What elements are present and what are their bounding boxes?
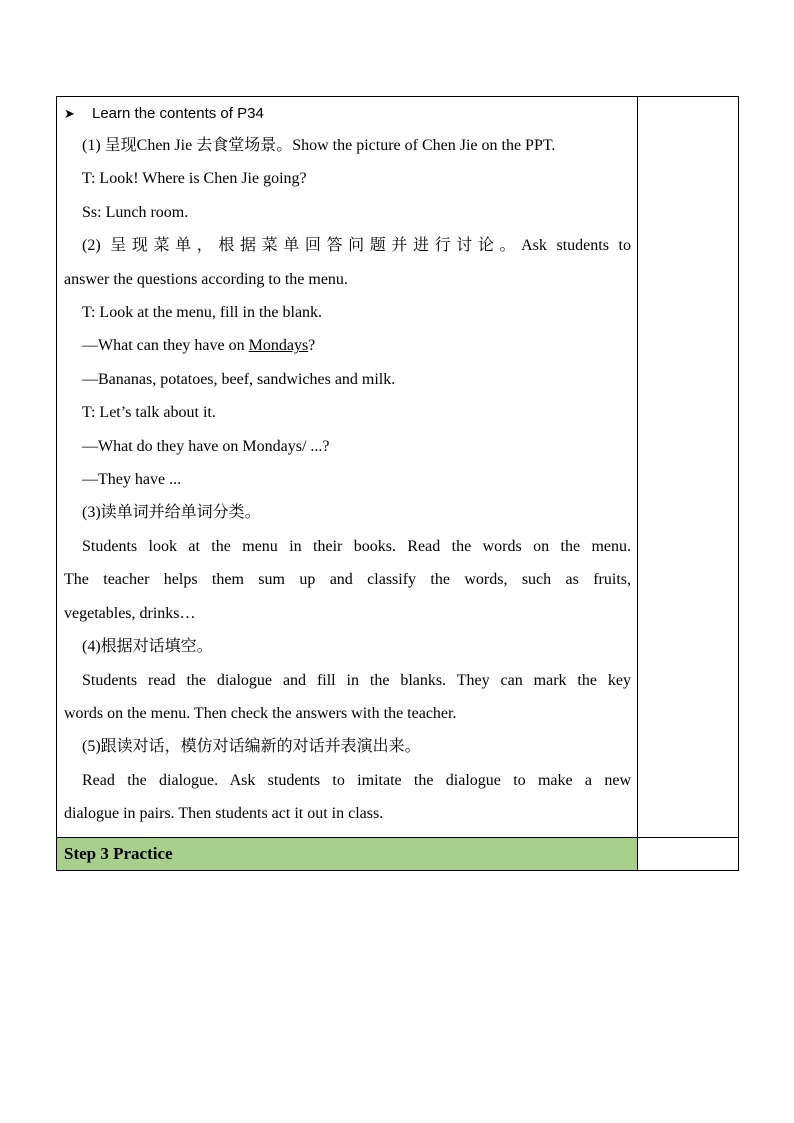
text-line: The teacher helps them sum up and classify the words, such as fruits, xyxy=(64,571,631,589)
content-cell xyxy=(57,97,638,838)
text-line: answer the questions according to the menu. xyxy=(64,270,348,288)
step-row xyxy=(57,837,739,870)
text-line: —They have ... xyxy=(82,471,182,489)
section-heading xyxy=(64,103,631,125)
step-title-cell xyxy=(57,837,638,870)
text-line: T: Let’s talk about it. xyxy=(82,404,216,422)
text-span: ? xyxy=(308,337,316,355)
arrow-bullet-icon: ➤ xyxy=(64,106,75,121)
text-line: dialogue in pairs. Then students act it out in class. xyxy=(64,805,384,823)
text-line: (3)读单词并给单词分类。 xyxy=(82,504,261,522)
text-line xyxy=(64,329,631,362)
text-line: T: Look at the menu, fill in the blank. xyxy=(82,304,323,322)
text-line: words on the menu. Then check the answers with the teacher. xyxy=(64,704,457,722)
text-line: (2) 呈现菜单，根据菜单回答问题并进行讨论。Ask students to xyxy=(82,237,631,255)
text-line: vegetables, drinks… xyxy=(64,604,196,622)
text-line: (5)跟读对话，模仿对话编新的对话并表演出来。 xyxy=(82,738,421,756)
section-heading-text: Learn the contents of P34 xyxy=(92,105,264,122)
text-line: —Bananas, potatoes, beef, sandwiches and milk. xyxy=(82,370,396,388)
text-line: T: Look! Where is Chen Jie going? xyxy=(82,170,307,188)
lesson-plan-table xyxy=(56,96,739,871)
text-line: Read the dialogue. Ask students to imitate the dialogue to make a new xyxy=(82,771,631,789)
text-line: (1) 呈现Chen Jie 去食堂场景。Show the picture of Chen Jie on the PPT. xyxy=(82,137,556,154)
notes-cell xyxy=(638,97,739,838)
content-row xyxy=(57,97,739,838)
text-line: Students look at the menu in their books. Read the words on the menu. xyxy=(82,537,631,555)
text-line: Students read the dialogue and fill in the blanks. They can mark the key xyxy=(82,671,631,689)
text-span: —What can they have on xyxy=(82,337,249,355)
underlined-word: Mondays xyxy=(248,337,309,355)
step-notes-cell xyxy=(638,837,739,870)
text-line: Ss: Lunch room. xyxy=(82,203,189,221)
step-title: Step 3 Practice xyxy=(64,843,173,863)
text-line: —What do they have on Mondays/ ...? xyxy=(82,437,330,455)
text-line: (4)根据对话填空。 xyxy=(82,638,213,656)
